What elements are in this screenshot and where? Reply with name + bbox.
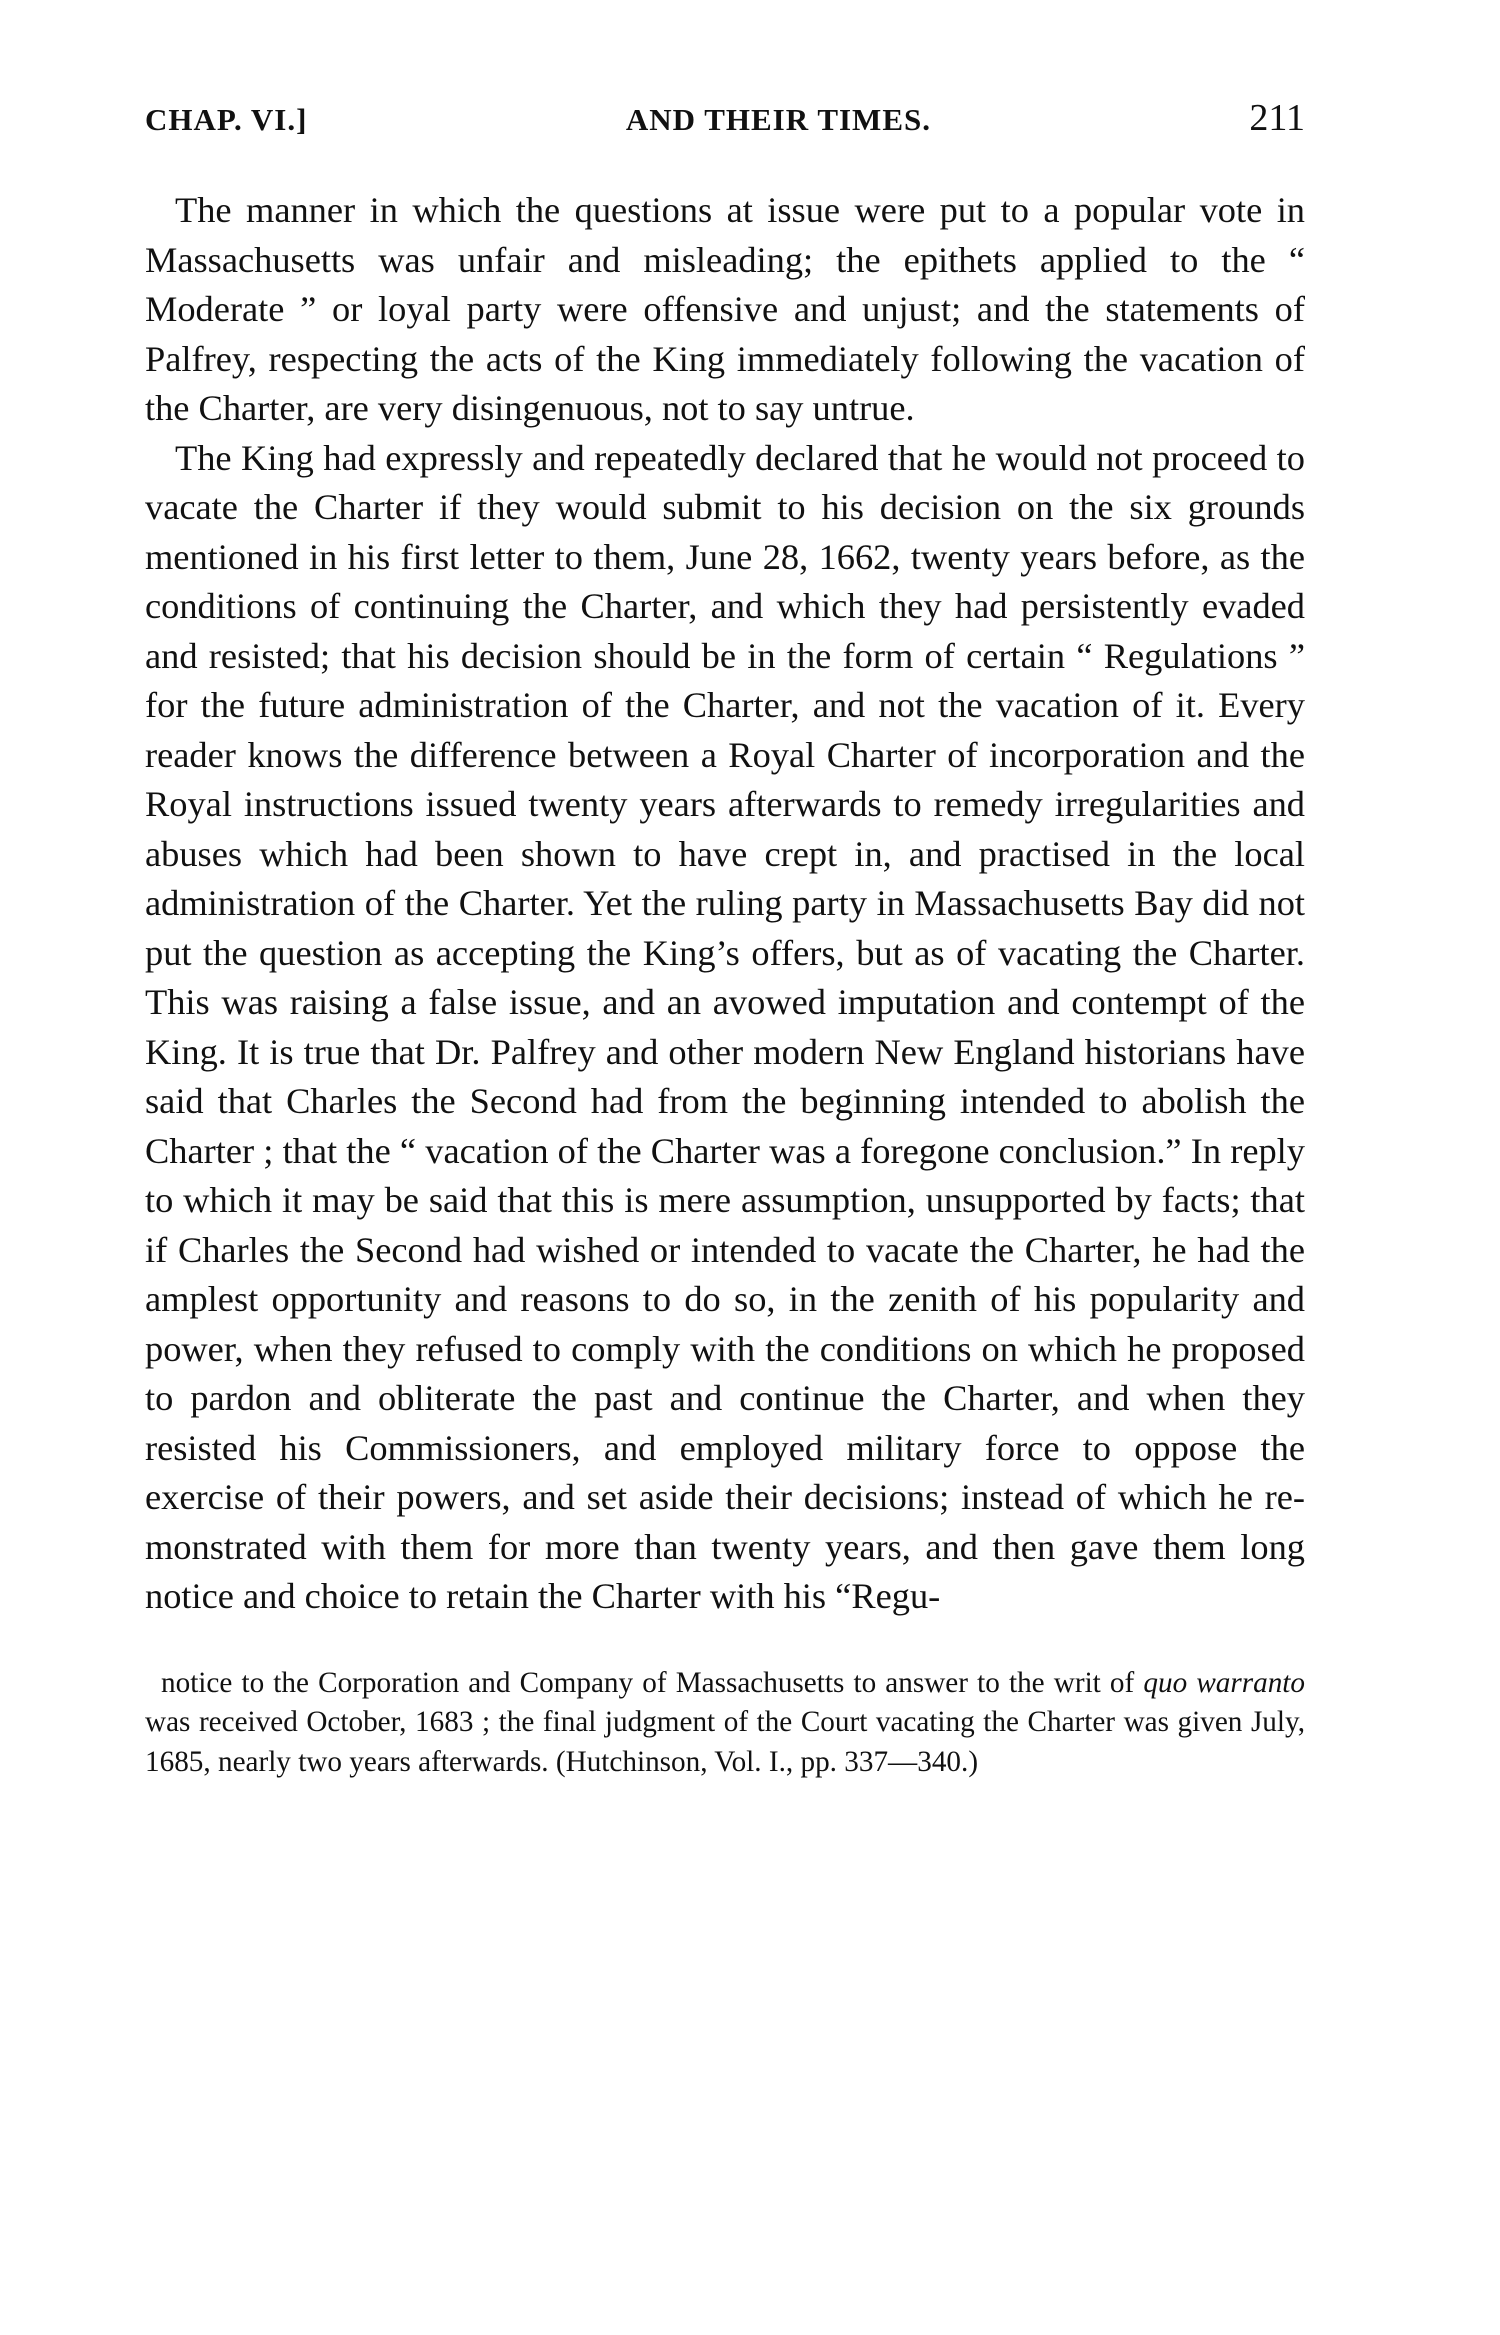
footnote [145,1664,1305,1783]
running-title: AND THEIR TIMES. [625,102,931,137]
running-head [145,96,1305,148]
footnote-text-part: notice to the Corporation and Company of Massachusetts to answer to the writ of [161,1666,1144,1699]
book-page [145,96,1305,1782]
footnote-text-part: was received October, 1683 ; the final judgment of the Court vacating the Charter was given July, 1685, nearly two years afterwards. (Hutchinson, Vol. I., pp. 337—340.) [145,1706,1305,1778]
chapter-label: CHAP. VI.] [145,102,308,137]
page-number: 211 [1249,97,1305,139]
footnote-italic-term: quo warranto [1143,1666,1305,1699]
paragraph: The King had expressly and repeatedly declared that he would not proceed to vacate the Charter if they would submit to his decision on the six grounds mentioned in his first letter to them, June 28, 1662, twenty years before, as the conditions of continuing the Charter, and which they had persistently evaded and resisted; that his decision should be in the form of certain “ Regulations ” for the future administration of the Charter, and not the vacation of it. Every reader knows the difference between a Royal Charter of incorporation and the Royal instructions issued twenty years afterwards to remedy irregularities and abuses which had been shown to have crept in, and practised in the local administration of the Charter. Yet the ruling party in Massachusetts Bay did not put the question as accepting the King’s offers, but as of vacating the Charter. This was raising a false issue, and an avowed imputation and contempt of the King. It is true that Dr. Palfrey and other modern New England historians have said that Charles the Second had from the beginning intended to abolish the Charter ; that the “ vacation of the Charter was a foregone conclusion.” In reply to which it may be said that this is mere assumption, unsupported by facts; that if Charles the Second had wished or intended to vacate the Charter, he had the amplest opportunity and reasons to do so, in the zenith of his popularity and power, when they refused to comply with the conditions on which he proposed to pardon and obliterate the past and continue the Charter, and when they resisted his Commissioners, and employed military force to oppose the exercise of their powers, and set aside their decisions; instead of which he remonstrated with them for more than twenty years, and then gave them long notice and choice to retain the Charter with his “Regu- [145,437,1305,1616]
main-text [145,186,1305,1622]
paragraph: The manner in which the questions at issue were put to a popular vote in Massachusetts was unfair and misleading; the epithets applied to the “ Moderate ” or loyal party were offensive and unjust; and the statements of Palfrey, respecting the acts of the King immediately following the vacation of the Charter, are very disingenuous, not to say untrue. [145,190,1305,428]
footnote-text [145,1664,1305,1783]
